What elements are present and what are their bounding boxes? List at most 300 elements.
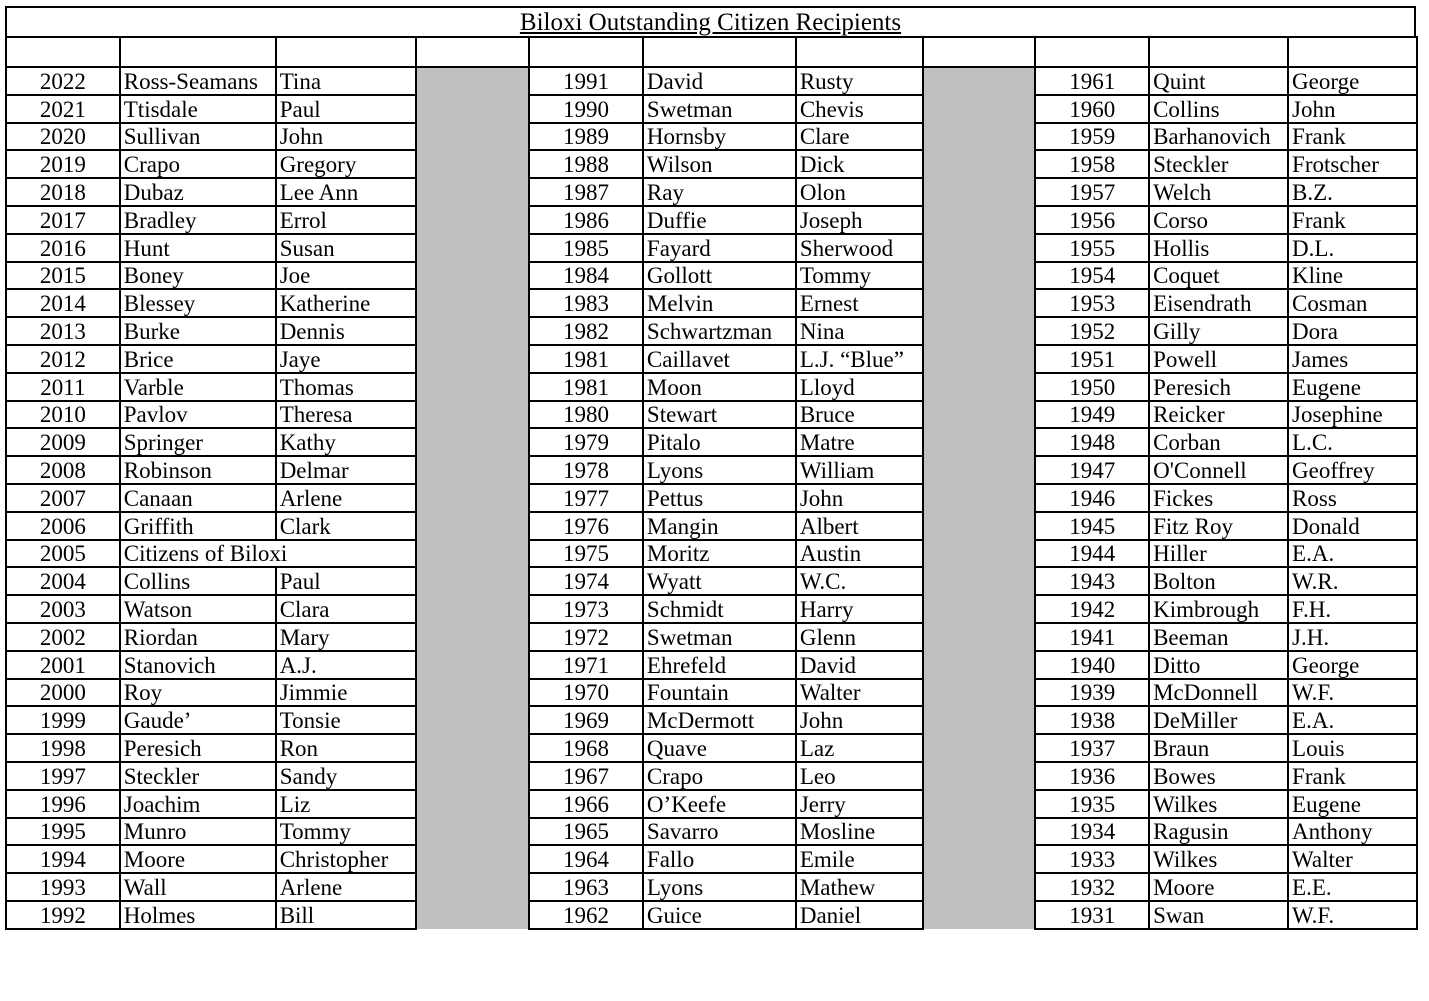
first-name-cell: Joseph xyxy=(796,206,923,234)
last-name-cell: Quave xyxy=(643,734,796,762)
year-cell: 2017 xyxy=(6,206,120,234)
last-name-cell: Wall xyxy=(120,873,276,901)
year-cell: 2019 xyxy=(6,150,120,178)
column-separator xyxy=(416,484,530,512)
column-separator xyxy=(416,595,530,623)
last-name-cell: Steckler xyxy=(120,762,276,790)
column-separator xyxy=(923,873,1036,901)
year-cell: 1993 xyxy=(6,873,120,901)
last-name-cell: Fountain xyxy=(643,679,796,707)
last-name-cell: Sullivan xyxy=(120,123,276,151)
year-cell: 1963 xyxy=(529,873,643,901)
table-row xyxy=(6,595,1417,623)
last-name-cell: Bolton xyxy=(1149,567,1288,595)
last-name-cell: Wilson xyxy=(643,150,796,178)
year-cell: 2002 xyxy=(6,623,120,651)
year-cell: 1971 xyxy=(529,651,643,679)
table-row xyxy=(6,95,1417,123)
year-cell: 1966 xyxy=(529,790,643,818)
last-name-cell: Ray xyxy=(643,178,796,206)
table-row xyxy=(6,150,1417,178)
header-row xyxy=(6,37,1417,67)
first-name-cell: Josephine xyxy=(1288,401,1417,429)
year-cell: 1943 xyxy=(1035,567,1149,595)
first-name-cell: Harry xyxy=(796,595,923,623)
last-name-cell: DeMiller xyxy=(1149,706,1288,734)
last-name-cell: Beeman xyxy=(1149,623,1288,651)
first-name-cell: Chevis xyxy=(796,95,923,123)
first-name-cell: William xyxy=(796,456,923,484)
first-name-cell: Frank xyxy=(1288,206,1417,234)
first-name-cell: Liz xyxy=(276,790,416,818)
year-cell: 2006 xyxy=(6,512,120,540)
first-name-cell: Gregory xyxy=(276,150,416,178)
year-cell: 1988 xyxy=(529,150,643,178)
column-separator xyxy=(923,901,1036,929)
year-cell: 2016 xyxy=(6,234,120,262)
year-cell: 1934 xyxy=(1035,818,1149,846)
last-name-cell: Fitz Roy xyxy=(1149,512,1288,540)
column-separator xyxy=(416,901,530,929)
recipient-name-merged: Citizens of Biloxi xyxy=(120,540,416,568)
year-cell: 1992 xyxy=(6,901,120,929)
first-name-cell: Bruce xyxy=(796,401,923,429)
first-name-cell: Eugene xyxy=(1288,790,1417,818)
year-cell: 2000 xyxy=(6,679,120,707)
year-cell: 1976 xyxy=(529,512,643,540)
year-cell: 1981 xyxy=(529,373,643,401)
year-cell: 1953 xyxy=(1035,289,1149,317)
table-row xyxy=(6,484,1417,512)
last-name-cell: McDermott xyxy=(643,706,796,734)
first-name-cell: Jerry xyxy=(796,790,923,818)
last-name-cell: Caillavet xyxy=(643,345,796,373)
column-separator xyxy=(416,679,530,707)
last-name-cell: Hornsby xyxy=(643,123,796,151)
table-row xyxy=(6,623,1417,651)
last-name-cell: Swetman xyxy=(643,95,796,123)
column-separator xyxy=(416,845,530,873)
year-cell: 1952 xyxy=(1035,317,1149,345)
first-name-cell: Glenn xyxy=(796,623,923,651)
year-cell: 1940 xyxy=(1035,651,1149,679)
first-name-cell: Mary xyxy=(276,623,416,651)
last-name-cell: Collins xyxy=(120,567,276,595)
column-separator xyxy=(416,178,530,206)
first-name-cell: L.C. xyxy=(1288,428,1417,456)
first-name-cell: W.F. xyxy=(1288,901,1417,929)
table-row xyxy=(6,762,1417,790)
last-name-cell: Blessey xyxy=(120,289,276,317)
first-name-cell: Ross xyxy=(1288,484,1417,512)
column-separator xyxy=(923,234,1036,262)
first-name-cell: Mathew xyxy=(796,873,923,901)
header-cell-last xyxy=(1149,37,1288,67)
last-name-cell: Crapo xyxy=(643,762,796,790)
last-name-cell: Wyatt xyxy=(643,567,796,595)
year-cell: 1980 xyxy=(529,401,643,429)
year-cell: 1962 xyxy=(529,901,643,929)
year-cell: 1984 xyxy=(529,262,643,290)
last-name-cell: Wilkes xyxy=(1149,790,1288,818)
last-name-cell: Pettus xyxy=(643,484,796,512)
last-name-cell: Pavlov xyxy=(120,401,276,429)
header-cell-year xyxy=(529,37,643,67)
last-name-cell: Canaan xyxy=(120,484,276,512)
last-name-cell: Fickes xyxy=(1149,484,1288,512)
column-separator xyxy=(923,595,1036,623)
first-name-cell: Katherine xyxy=(276,289,416,317)
last-name-cell: Lyons xyxy=(643,456,796,484)
year-cell: 2001 xyxy=(6,651,120,679)
column-separator xyxy=(416,790,530,818)
column-separator xyxy=(923,623,1036,651)
table-row xyxy=(6,901,1417,929)
first-name-cell: Geoffrey xyxy=(1288,456,1417,484)
year-cell: 1945 xyxy=(1035,512,1149,540)
column-separator xyxy=(923,540,1036,568)
first-name-cell: Albert xyxy=(796,512,923,540)
first-name-cell: Donald xyxy=(1288,512,1417,540)
first-name-cell: Dick xyxy=(796,150,923,178)
first-name-cell: Frank xyxy=(1288,762,1417,790)
column-separator xyxy=(416,234,530,262)
year-cell: 2003 xyxy=(6,595,120,623)
table-row xyxy=(6,567,1417,595)
last-name-cell: Gollott xyxy=(643,262,796,290)
table-row xyxy=(6,651,1417,679)
year-cell: 1990 xyxy=(529,95,643,123)
year-cell: 2021 xyxy=(6,95,120,123)
last-name-cell: Duffie xyxy=(643,206,796,234)
column-separator xyxy=(923,790,1036,818)
first-name-cell: Anthony xyxy=(1288,818,1417,846)
last-name-cell: Varble xyxy=(120,373,276,401)
last-name-cell: Ttisdale xyxy=(120,95,276,123)
column-separator xyxy=(416,651,530,679)
table-row xyxy=(6,790,1417,818)
first-name-cell: Leo xyxy=(796,762,923,790)
table-row xyxy=(6,317,1417,345)
year-cell: 1982 xyxy=(529,317,643,345)
year-cell: 1973 xyxy=(529,595,643,623)
year-cell: 1947 xyxy=(1035,456,1149,484)
table-row xyxy=(6,540,1417,568)
first-name-cell: J.H. xyxy=(1288,623,1417,651)
year-cell: 1938 xyxy=(1035,706,1149,734)
first-name-cell: W.F. xyxy=(1288,679,1417,707)
last-name-cell: Gilly xyxy=(1149,317,1288,345)
year-cell: 1965 xyxy=(529,818,643,846)
last-name-cell: Mangin xyxy=(643,512,796,540)
table-row xyxy=(6,428,1417,456)
first-name-cell: David xyxy=(796,651,923,679)
table-row xyxy=(6,234,1417,262)
first-name-cell: Emile xyxy=(796,845,923,873)
column-separator xyxy=(923,289,1036,317)
first-name-cell: Thomas xyxy=(276,373,416,401)
first-name-cell: Cosman xyxy=(1288,289,1417,317)
column-separator xyxy=(416,623,530,651)
table-row xyxy=(6,262,1417,290)
year-cell: 1981 xyxy=(529,345,643,373)
last-name-cell: Joachim xyxy=(120,790,276,818)
column-separator xyxy=(923,734,1036,762)
year-cell: 1950 xyxy=(1035,373,1149,401)
first-name-cell: Louis xyxy=(1288,734,1417,762)
column-separator xyxy=(416,734,530,762)
first-name-cell: Ernest xyxy=(796,289,923,317)
table-row xyxy=(6,706,1417,734)
column-separator xyxy=(416,345,530,373)
last-name-cell: Powell xyxy=(1149,345,1288,373)
year-cell: 1955 xyxy=(1035,234,1149,262)
last-name-cell: Hiller xyxy=(1149,540,1288,568)
year-cell: 1946 xyxy=(1035,484,1149,512)
column-separator xyxy=(416,37,530,67)
first-name-cell: Errol xyxy=(276,206,416,234)
first-name-cell: Clare xyxy=(796,123,923,151)
last-name-cell: Stanovich xyxy=(120,651,276,679)
first-name-cell: Joe xyxy=(276,262,416,290)
last-name-cell: McDonnell xyxy=(1149,679,1288,707)
first-name-cell: Lee Ann xyxy=(276,178,416,206)
column-separator xyxy=(923,262,1036,290)
year-cell: 1959 xyxy=(1035,123,1149,151)
table-row xyxy=(6,845,1417,873)
first-name-cell: Tommy xyxy=(796,262,923,290)
last-name-cell: Fayard xyxy=(643,234,796,262)
first-name-cell: James xyxy=(1288,345,1417,373)
last-name-cell: Springer xyxy=(120,428,276,456)
last-name-cell: Ragusin xyxy=(1149,818,1288,846)
last-name-cell: Peresich xyxy=(1149,373,1288,401)
column-separator xyxy=(923,150,1036,178)
year-cell: 2013 xyxy=(6,317,120,345)
column-separator xyxy=(416,456,530,484)
column-separator xyxy=(923,123,1036,151)
year-cell: 1995 xyxy=(6,818,120,846)
first-name-cell: B.Z. xyxy=(1288,178,1417,206)
year-cell: 2007 xyxy=(6,484,120,512)
last-name-cell: Collins xyxy=(1149,95,1288,123)
year-cell: 1957 xyxy=(1035,178,1149,206)
table-row xyxy=(6,512,1417,540)
year-cell: 1991 xyxy=(529,67,643,95)
last-name-cell: Coquet xyxy=(1149,262,1288,290)
last-name-cell: Riordan xyxy=(120,623,276,651)
recipients-table xyxy=(5,36,1418,930)
year-cell: 1989 xyxy=(529,123,643,151)
last-name-cell: Gaude’ xyxy=(120,706,276,734)
first-name-cell: Nina xyxy=(796,317,923,345)
last-name-cell: Robinson xyxy=(120,456,276,484)
last-name-cell: Wilkes xyxy=(1149,845,1288,873)
first-name-cell: A.J. xyxy=(276,651,416,679)
year-cell: 1948 xyxy=(1035,428,1149,456)
column-separator xyxy=(923,401,1036,429)
first-name-cell: John xyxy=(1288,95,1417,123)
year-cell: 1996 xyxy=(6,790,120,818)
column-separator xyxy=(923,651,1036,679)
first-name-cell: Eugene xyxy=(1288,373,1417,401)
first-name-cell: George xyxy=(1288,651,1417,679)
year-cell: 1999 xyxy=(6,706,120,734)
last-name-cell: Reicker xyxy=(1149,401,1288,429)
last-name-cell: Quint xyxy=(1149,67,1288,95)
first-name-cell: F.H. xyxy=(1288,595,1417,623)
year-cell: 1935 xyxy=(1035,790,1149,818)
column-separator xyxy=(923,178,1036,206)
year-cell: 1967 xyxy=(529,762,643,790)
year-cell: 2022 xyxy=(6,67,120,95)
column-separator xyxy=(416,401,530,429)
last-name-cell: Braun xyxy=(1149,734,1288,762)
first-name-cell: George xyxy=(1288,67,1417,95)
first-name-cell: Susan xyxy=(276,234,416,262)
last-name-cell: Dubaz xyxy=(120,178,276,206)
year-cell: 1961 xyxy=(1035,67,1149,95)
column-separator xyxy=(416,762,530,790)
column-separator xyxy=(416,567,530,595)
table-row xyxy=(6,178,1417,206)
column-separator xyxy=(923,317,1036,345)
table-row xyxy=(6,401,1417,429)
last-name-cell: Munro xyxy=(120,818,276,846)
first-name-cell: John xyxy=(796,484,923,512)
last-name-cell: Moritz xyxy=(643,540,796,568)
last-name-cell: Brice xyxy=(120,345,276,373)
column-separator xyxy=(416,818,530,846)
year-cell: 1941 xyxy=(1035,623,1149,651)
year-cell: 2014 xyxy=(6,289,120,317)
table-row xyxy=(6,679,1417,707)
last-name-cell: Holmes xyxy=(120,901,276,929)
table-row xyxy=(6,345,1417,373)
column-separator xyxy=(416,317,530,345)
header-cell-first xyxy=(796,37,923,67)
first-name-cell: Paul xyxy=(276,95,416,123)
year-cell: 1939 xyxy=(1035,679,1149,707)
first-name-cell: Frank xyxy=(1288,123,1417,151)
last-name-cell: Crapo xyxy=(120,150,276,178)
table-row xyxy=(6,67,1417,95)
first-name-cell: Laz xyxy=(796,734,923,762)
year-cell: 1960 xyxy=(1035,95,1149,123)
column-separator xyxy=(923,37,1036,67)
first-name-cell: Walter xyxy=(796,679,923,707)
first-name-cell: Ron xyxy=(276,734,416,762)
first-name-cell: Tommy xyxy=(276,818,416,846)
year-cell: 1969 xyxy=(529,706,643,734)
table-row xyxy=(6,818,1417,846)
first-name-cell: Mosline xyxy=(796,818,923,846)
table-row xyxy=(6,206,1417,234)
year-cell: 2009 xyxy=(6,428,120,456)
first-name-cell: Matre xyxy=(796,428,923,456)
header-cell-first xyxy=(1288,37,1417,67)
last-name-cell: Peresich xyxy=(120,734,276,762)
column-separator xyxy=(416,540,530,568)
year-cell: 1956 xyxy=(1035,206,1149,234)
column-separator xyxy=(416,373,530,401)
year-cell: 1964 xyxy=(529,845,643,873)
first-name-cell: E.A. xyxy=(1288,706,1417,734)
first-name-cell: Kline xyxy=(1288,262,1417,290)
header-cell-first xyxy=(276,37,416,67)
first-name-cell: W.R. xyxy=(1288,567,1417,595)
year-cell: 1968 xyxy=(529,734,643,762)
column-separator xyxy=(923,345,1036,373)
last-name-cell: Watson xyxy=(120,595,276,623)
first-name-cell: E.A. xyxy=(1288,540,1417,568)
first-name-cell: D.L. xyxy=(1288,234,1417,262)
recipients-sheet xyxy=(5,6,1418,994)
header-cell-last xyxy=(120,37,276,67)
first-name-cell: Dennis xyxy=(276,317,416,345)
column-separator xyxy=(416,95,530,123)
table-row xyxy=(6,873,1417,901)
year-cell: 1977 xyxy=(529,484,643,512)
last-name-cell: Ditto xyxy=(1149,651,1288,679)
first-name-cell: Walter xyxy=(1288,845,1417,873)
column-separator xyxy=(416,206,530,234)
last-name-cell: Melvin xyxy=(643,289,796,317)
column-separator xyxy=(923,484,1036,512)
column-separator xyxy=(923,567,1036,595)
year-cell: 1978 xyxy=(529,456,643,484)
year-cell: 2008 xyxy=(6,456,120,484)
first-name-cell: Lloyd xyxy=(796,373,923,401)
first-name-cell: Theresa xyxy=(276,401,416,429)
last-name-cell: Guice xyxy=(643,901,796,929)
table-row xyxy=(6,734,1417,762)
first-name-cell: John xyxy=(796,706,923,734)
first-name-cell: Clara xyxy=(276,595,416,623)
year-cell: 1986 xyxy=(529,206,643,234)
year-cell: 1937 xyxy=(1035,734,1149,762)
last-name-cell: Eisendrath xyxy=(1149,289,1288,317)
column-separator xyxy=(923,512,1036,540)
first-name-cell: Paul xyxy=(276,567,416,595)
column-separator xyxy=(923,706,1036,734)
header-cell-last xyxy=(643,37,796,67)
year-cell: 1949 xyxy=(1035,401,1149,429)
table-row xyxy=(6,289,1417,317)
last-name-cell: Bowes xyxy=(1149,762,1288,790)
year-cell: 2020 xyxy=(6,123,120,151)
column-separator xyxy=(923,373,1036,401)
year-cell: 1994 xyxy=(6,845,120,873)
last-name-cell: Barhanovich xyxy=(1149,123,1288,151)
column-separator xyxy=(923,206,1036,234)
first-name-cell: Delmar xyxy=(276,456,416,484)
last-name-cell: Welch xyxy=(1149,178,1288,206)
year-cell: 2012 xyxy=(6,345,120,373)
first-name-cell: W.C. xyxy=(796,567,923,595)
last-name-cell: Boney xyxy=(120,262,276,290)
year-cell: 1975 xyxy=(529,540,643,568)
year-cell: 1933 xyxy=(1035,845,1149,873)
year-cell: 1970 xyxy=(529,679,643,707)
sheet-title: Biloxi Outstanding Citizen Recipients xyxy=(519,9,902,36)
column-separator xyxy=(923,428,1036,456)
last-name-cell: Hollis xyxy=(1149,234,1288,262)
last-name-cell: Fallo xyxy=(643,845,796,873)
last-name-cell: Schwartzman xyxy=(643,317,796,345)
last-name-cell: Kimbrough xyxy=(1149,595,1288,623)
year-cell: 1985 xyxy=(529,234,643,262)
